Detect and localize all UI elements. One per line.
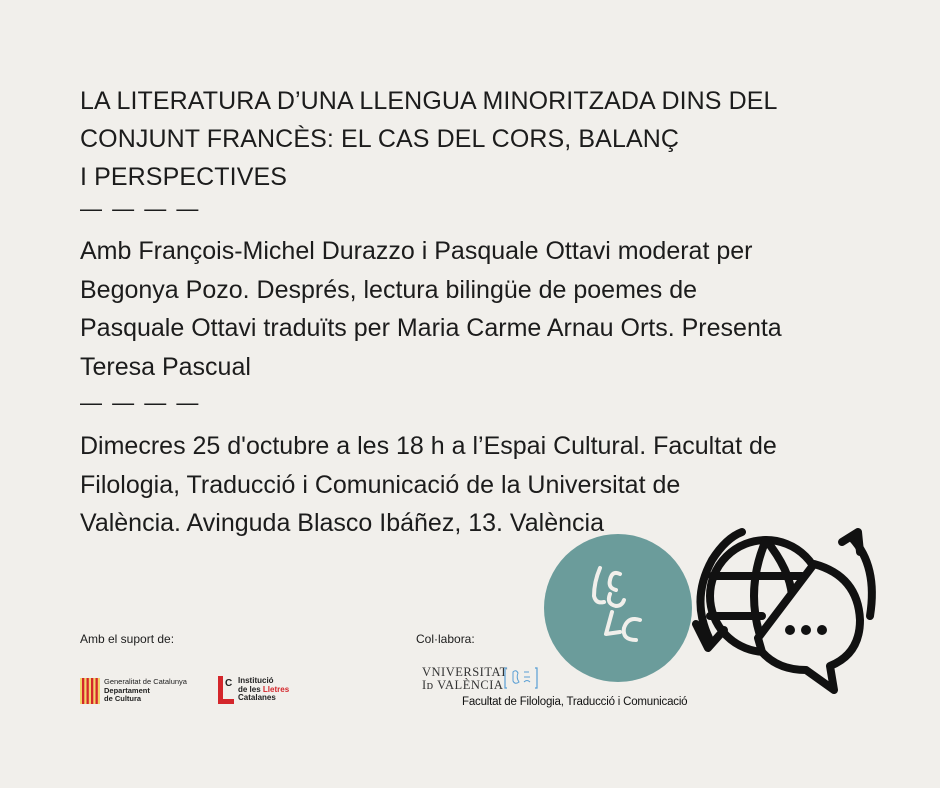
globe-speech-bubble-icon [682, 520, 912, 710]
faculty-name: Facultat de Filologia, Traducció i Comunicació [462, 696, 688, 708]
generalitat-logo [80, 676, 210, 706]
generalitat-line2: Departament [104, 685, 150, 695]
generalitat-line3: de Cultura [104, 694, 142, 703]
institucio-line2-red: Lletres [262, 684, 290, 694]
participants-text: Amb François-Michel Durazzo i Pasquale Ottavi moderat per Begonya Pozo. Després, lectura bilingüe de poemes de Pasquale Ottavi traduïts per Maria Carme Arnau Orts. Presenta Teresa Pascual [80, 237, 782, 381]
event-title: LA LITERATURA D’UNA LLENGUA MINORITZADA DINS DEL CONJUNT FRANCÈS: EL CAS DEL CORS, BALANÇ I PERSPECTIVES [80, 87, 778, 191]
separator-1: — — — — [80, 196, 201, 221]
collab-label: Col·labora: [416, 632, 475, 646]
separator-2: — — — — [80, 390, 201, 415]
event-details-text: Dimecres 25 d'octubre a les 18 h a l’Espai Cultural. Facultat de Filologia, Traducció i Comunicació de la Universitat de València. Avinguda Blasco Ibáñez, 13. València [80, 432, 777, 537]
uv-emblem-icon [504, 666, 538, 690]
lec-circle-logo [544, 534, 692, 682]
support-label: Amb el suport de: [80, 632, 175, 646]
generalitat-line1: Generalitat de Catalunya [104, 677, 187, 686]
lec-monogram-icon [544, 534, 692, 682]
institucio-line1: Institució [238, 676, 274, 685]
generalitat-stripes-icon [80, 678, 100, 704]
institucio-line2-prefix: de les [238, 684, 263, 694]
university-name: VNIVERSITAT Iᴅ VALÈNCIA [422, 665, 508, 692]
institucio-mark: C [225, 678, 233, 689]
institucio-lletres-logo [218, 675, 328, 707]
institucio-lletres-icon [218, 676, 234, 704]
institucio-line3: Catalanes [238, 693, 276, 703]
